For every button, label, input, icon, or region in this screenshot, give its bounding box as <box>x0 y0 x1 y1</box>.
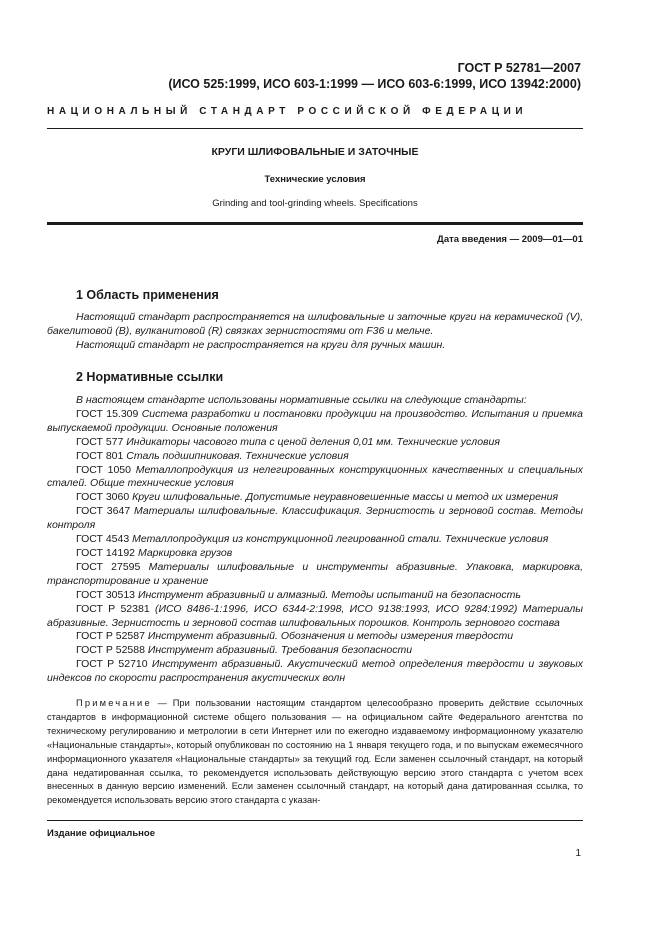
reference-item <box>47 450 583 464</box>
note-text: — При пользовании настоящим стандартом целесообразно проверить действие ссылочных стандартов в информационной системе общего пользования — на официальном сайте Федерального агентства по техническому регулированию и метрологии в сети Интернет или по ежегодно издаваемому информационному указателю «Национальные стандарты», который опубликован по состоянию на 1 января текущего года, и по выпускам ежемесячного информационного указателя «Национальные стандарты» за текущий год. Если заменен ссылочный стандарт, на который дана недатированная ссылка, то рекомендуется использовать действующую версию этого стандарта с учетом всех внесенных в данную версию изменений. Если заменен ссылочный стандарт, на который дана датированная ссылка, то рекомендуется использовать версию этого стандарта с указан- <box>47 698 583 806</box>
reference-code: ГОСТ 1050 <box>76 463 131 476</box>
top-rule <box>47 128 583 129</box>
page-number: 1 <box>575 848 581 859</box>
normative-references <box>47 394 583 686</box>
reference-title: Материалы шлифовальные. Классификация. Зернистость и зерновой состав. Методы контроля <box>47 505 583 532</box>
english-title: Grinding and tool-grinding wheels. Specifications <box>212 198 418 209</box>
reference-item <box>47 561 583 589</box>
reference-item <box>47 408 583 436</box>
reference-code: ГОСТ Р 52381 <box>76 602 150 615</box>
reference-item <box>47 644 583 658</box>
reference-item <box>47 464 583 492</box>
reference-item <box>47 547 583 561</box>
reference-code: ГОСТ 3060 <box>76 491 130 504</box>
document-subtitle: Технические условия <box>264 174 366 185</box>
reference-code: ГОСТ 3647 <box>76 505 131 518</box>
reference-code: ГОСТ 4543 <box>76 533 130 546</box>
introduction-date: Дата введения — 2009—01—01 <box>437 234 583 245</box>
reference-item <box>47 491 583 505</box>
reference-title: Металлопродукция из конструкционной легированной стали. Технические условия <box>132 533 549 546</box>
reference-title: Металлопродукция из нелегированных конструкционных качественных и специальных сталей. Общие технические условия <box>47 463 584 490</box>
reference-title: Инструмент абразивный. Обозначения и методы измерения твердости <box>147 630 514 643</box>
reference-title: Круги шлифовальные. Допустимые неуравновешенные массы и метод их измерения <box>132 491 559 504</box>
reference-item <box>47 603 583 631</box>
reference-title: Сталь подшипниковая. Технические условия <box>126 449 349 462</box>
reference-code: ГОСТ 801 <box>76 449 124 462</box>
reference-item <box>47 533 583 547</box>
reference-item <box>47 630 583 644</box>
section-1-paragraph: Настоящий стандарт распространяется на шлифовальные и заточные круги на керамической (V), бакелитовой (B), вулканитовой (R) связках зернистостями от F36 и мельче. <box>47 311 583 337</box>
reference-item <box>47 436 583 450</box>
reference-code: ГОСТ 14192 <box>76 546 136 559</box>
reference-title: Материалы шлифовальные и инструменты абразивные. Упаковка, маркировка, транспортирование и хранение <box>47 560 584 587</box>
reference-title: Система разработки и постановки продукции на производство. Испытания и приемка выпускаемой продукции. Основные положения <box>47 407 583 434</box>
references-note <box>47 697 583 808</box>
reference-title: Маркировка грузов <box>137 546 233 559</box>
reference-code: ГОСТ Р 52588 <box>76 644 145 657</box>
section-2-heading: 2 Нормативные ссылки <box>76 370 224 384</box>
reference-code: ГОСТ Р 52587 <box>76 630 145 643</box>
reference-title: (ИСО 8486-1:1996, ИСО 6344-2:1998, ИСО 9138:1993, ИСО 9284:1992) Материалы абразивные. Зернистость и зерновой состав шлифовальных порошков. Контроль зернового состава <box>47 602 584 629</box>
reference-item <box>47 658 583 686</box>
reference-code: ГОСТ 15.309 <box>76 407 139 420</box>
reference-title: Индикаторы часового типа с ценой деления 0,01 мм. Технические условия <box>126 435 500 448</box>
note-label: Примечание <box>76 698 152 708</box>
bottom-rule <box>47 820 583 821</box>
reference-title: Инструмент абразивный и алмазный. Методы испытаний на безопасность <box>137 588 521 601</box>
iso-references: (ИСО 525:1999, ИСО 603-1:1999 — ИСО 603-6:1999, ИСО 13942:2000) <box>168 77 581 91</box>
title-rule <box>47 222 583 225</box>
reference-item <box>47 505 583 533</box>
reference-item <box>47 589 583 603</box>
reference-title: Инструмент абразивный. Требования безопасности <box>147 644 413 657</box>
official-edition-label: Издание официальное <box>47 828 155 839</box>
standard-number: ГОСТ Р 52781—2007 <box>457 61 581 75</box>
reference-code: ГОСТ 27595 <box>76 560 141 573</box>
reference-title: Инструмент абразивный. Акустический метод определения твердости и звуковых индексов по скорости распространения акустических волн <box>47 658 583 685</box>
reference-code: ГОСТ 577 <box>76 435 124 448</box>
national-standard-title: НАЦИОНАЛЬНЫЙ СТАНДАРТ РОССИЙСКОЙ ФЕДЕРАЦИИ <box>47 106 528 117</box>
section-1-paragraph: Настоящий стандарт не распространяется на круги для ручных машин. <box>76 339 446 351</box>
document-title: КРУГИ ШЛИФОВАЛЬНЫЕ И ЗАТОЧНЫЕ <box>211 146 419 158</box>
reference-code: ГОСТ 30513 <box>76 588 136 601</box>
section-1-heading: 1 Область применения <box>76 288 219 302</box>
references-intro: В настоящем стандарте использованы нормативные ссылки на следующие стандарты: <box>76 394 527 406</box>
reference-code: ГОСТ Р 52710 <box>76 658 148 671</box>
